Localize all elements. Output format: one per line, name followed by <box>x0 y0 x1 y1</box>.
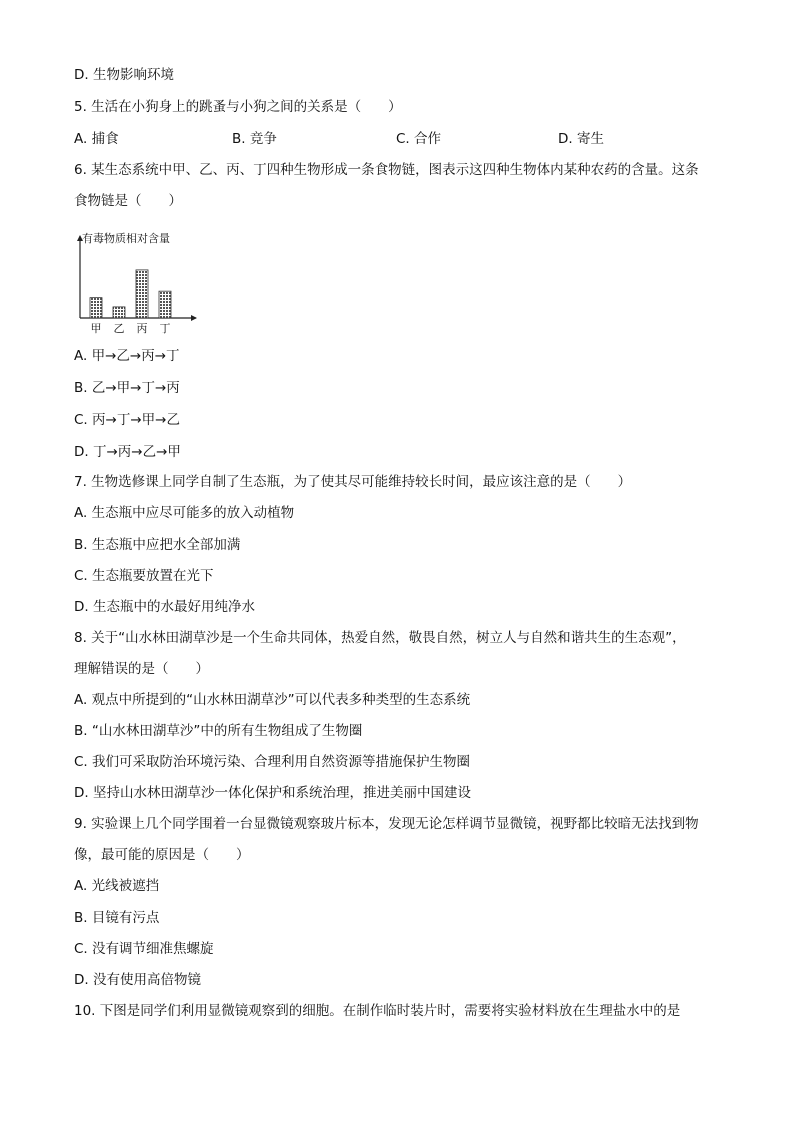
q6-option-c: C. 丙→丁→甲→乙 <box>74 412 180 428</box>
q7-stem: 7. 生物选修课上同学自制了生态瓶，为了使其尽可能维持较长时间，最应该注意的是（ ） <box>74 474 632 490</box>
q8-stem-line2: 理解错误的是（ ） <box>74 661 209 677</box>
q9-option-a: A. 光线被遮挡 <box>74 878 160 894</box>
q7-option-b: B. 生态瓶中应把水全部加满 <box>74 537 241 553</box>
q9-option-c: C. 没有调节细准焦螺旋 <box>74 941 214 957</box>
q4-option-d: D. 生物影响环境 <box>74 67 174 83</box>
q8-stem-line1: 8. 关于“山水林田湖草沙是一个生命共同体，热爱自然，敬畏自然，树立人与自然和谐共生的生态观”， <box>74 630 686 646</box>
chart-x-tick-label: 甲 <box>90 322 102 335</box>
chart-x-tick-label: 丙 <box>136 322 148 335</box>
q6-option-b: B. 乙→甲→丁→丙 <box>74 380 180 396</box>
q9-stem-line2: 像，最可能的原因是（ ） <box>74 847 250 863</box>
chart-y-label: 有毒物质相对含量 <box>82 232 170 245</box>
chart-bar-1 <box>90 298 102 318</box>
q9-option-b: B. 目镜有污点 <box>74 910 160 926</box>
q10-stem: 10. 下图是同学们利用显微镜观察到的细胞。在制作临时装片时，需要将实验材料放在生理盐水中的是 <box>74 1003 681 1019</box>
q5-stem: 5. 生活在小狗身上的跳蚤与小狗之间的关系是（ ） <box>74 99 402 115</box>
chart-bar-4 <box>159 291 171 318</box>
chart-x-tick-label: 丁 <box>159 322 171 335</box>
q5-option-b: B. 竞争 <box>232 131 277 147</box>
chart-x-axis-arrow <box>191 315 197 321</box>
q8-option-a: A. 观点中所提到的“山水林田湖草沙”可以代表多种类型的生态系统 <box>74 692 471 708</box>
q8-option-c: C. 我们可采取防治环境污染、合理利用自然资源等措施保护生物圈 <box>74 754 471 770</box>
q5-option-c: C. 合作 <box>396 131 442 147</box>
chart-x-tick-label: 乙 <box>113 322 125 335</box>
q5-option-d: D. 寄生 <box>558 131 604 147</box>
q8-option-d: D. 坚持山水林田湖草沙一体化保护和系统治理，推进美丽中国建设 <box>74 785 471 801</box>
q6-stem-line2: 食物链是（ ） <box>74 193 182 209</box>
q6-stem-line1: 6. 某生态系统中甲、乙、丙、丁四种生物形成一条食物链，图表示这四种生物体内某种农药的含量。这条 <box>74 162 699 178</box>
q9-stem-line1: 9. 实验课上几个同学围着一台显微镜观察玻片标本，发现无论怎样调节显微镜，视野都比较暗无法找到物 <box>74 816 699 832</box>
q7-option-c: C. 生态瓶要放置在光下 <box>74 568 214 584</box>
chart-bar-3 <box>136 270 148 318</box>
q7-option-a: A. 生态瓶中应尽可能多的放入动植物 <box>74 505 295 521</box>
toxin-bar-chart <box>70 226 210 338</box>
q5-option-a: A. 捕食 <box>74 131 119 147</box>
q6-option-d: D. 丁→丙→乙→甲 <box>74 444 181 460</box>
q9-option-d: D. 没有使用高倍物镜 <box>74 972 201 988</box>
q8-option-b: B. “山水林田湖草沙”中的所有生物组成了生物圈 <box>74 723 363 739</box>
q7-option-d: D. 生态瓶中的水最好用纯净水 <box>74 599 255 615</box>
chart-bar-2 <box>113 307 125 318</box>
q6-option-a: A. 甲→乙→丙→丁 <box>74 348 180 364</box>
